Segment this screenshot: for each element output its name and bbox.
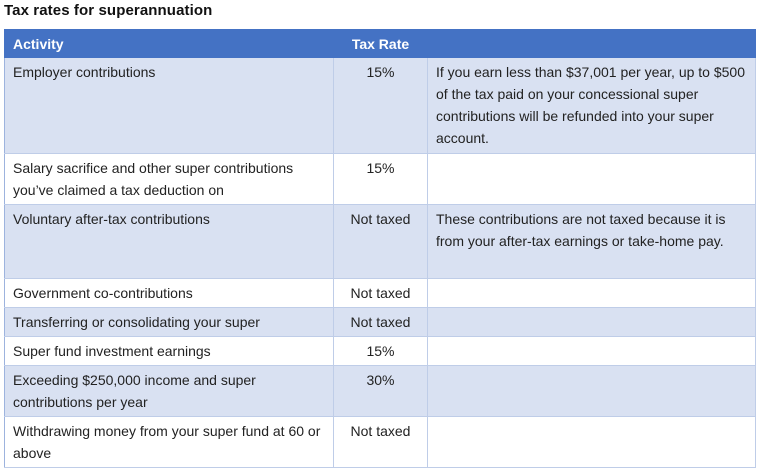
page-title: Tax rates for superannuation [4,2,213,19]
header-tax-rate: Tax Rate [334,30,428,58]
table-row [5,58,756,154]
rate-cell: 15% [334,58,428,154]
table-row [5,308,756,337]
activity-cell: Withdrawing money from your super fund at 60 or above [5,417,334,468]
activity-cell: Super fund investment earnings [5,337,334,366]
note-cell [428,154,756,205]
rate-cell: Not taxed [334,417,428,468]
activity-cell: Transferring or consolidating your super [5,308,334,337]
rate-cell: 15% [334,154,428,205]
note-cell: If you earn less than $37,001 per year, up to $500 of the tax paid on your concessional super contributions will be refunded into your super account. [428,58,756,154]
header-activity: Activity [5,30,334,58]
rate-cell: Not taxed [334,205,428,279]
activity-cell: Voluntary after-tax contributions [5,205,334,279]
header-notes [428,30,756,58]
tax-rates-table [4,29,756,468]
note-cell: These contributions are not taxed because it is from your after-tax earnings or take-home pay. [428,205,756,279]
table-row [5,366,756,417]
activity-cell: Government co-contributions [5,279,334,308]
table-row [5,337,756,366]
table-row [5,279,756,308]
table-row [5,205,756,279]
table-row [5,417,756,468]
note-cell [428,366,756,417]
note-cell [428,417,756,468]
note-cell [428,279,756,308]
table-header-row [5,30,756,58]
activity-cell: Exceeding $250,000 income and super contributions per year [5,366,334,417]
rate-cell: Not taxed [334,308,428,337]
activity-cell: Salary sacrifice and other super contributions you’ve claimed a tax deduction on [5,154,334,205]
table-row [5,154,756,205]
note-cell [428,337,756,366]
rate-cell: 15% [334,337,428,366]
activity-cell: Employer contributions [5,58,334,154]
note-cell [428,308,756,337]
rate-cell: 30% [334,366,428,417]
rate-cell: Not taxed [334,279,428,308]
